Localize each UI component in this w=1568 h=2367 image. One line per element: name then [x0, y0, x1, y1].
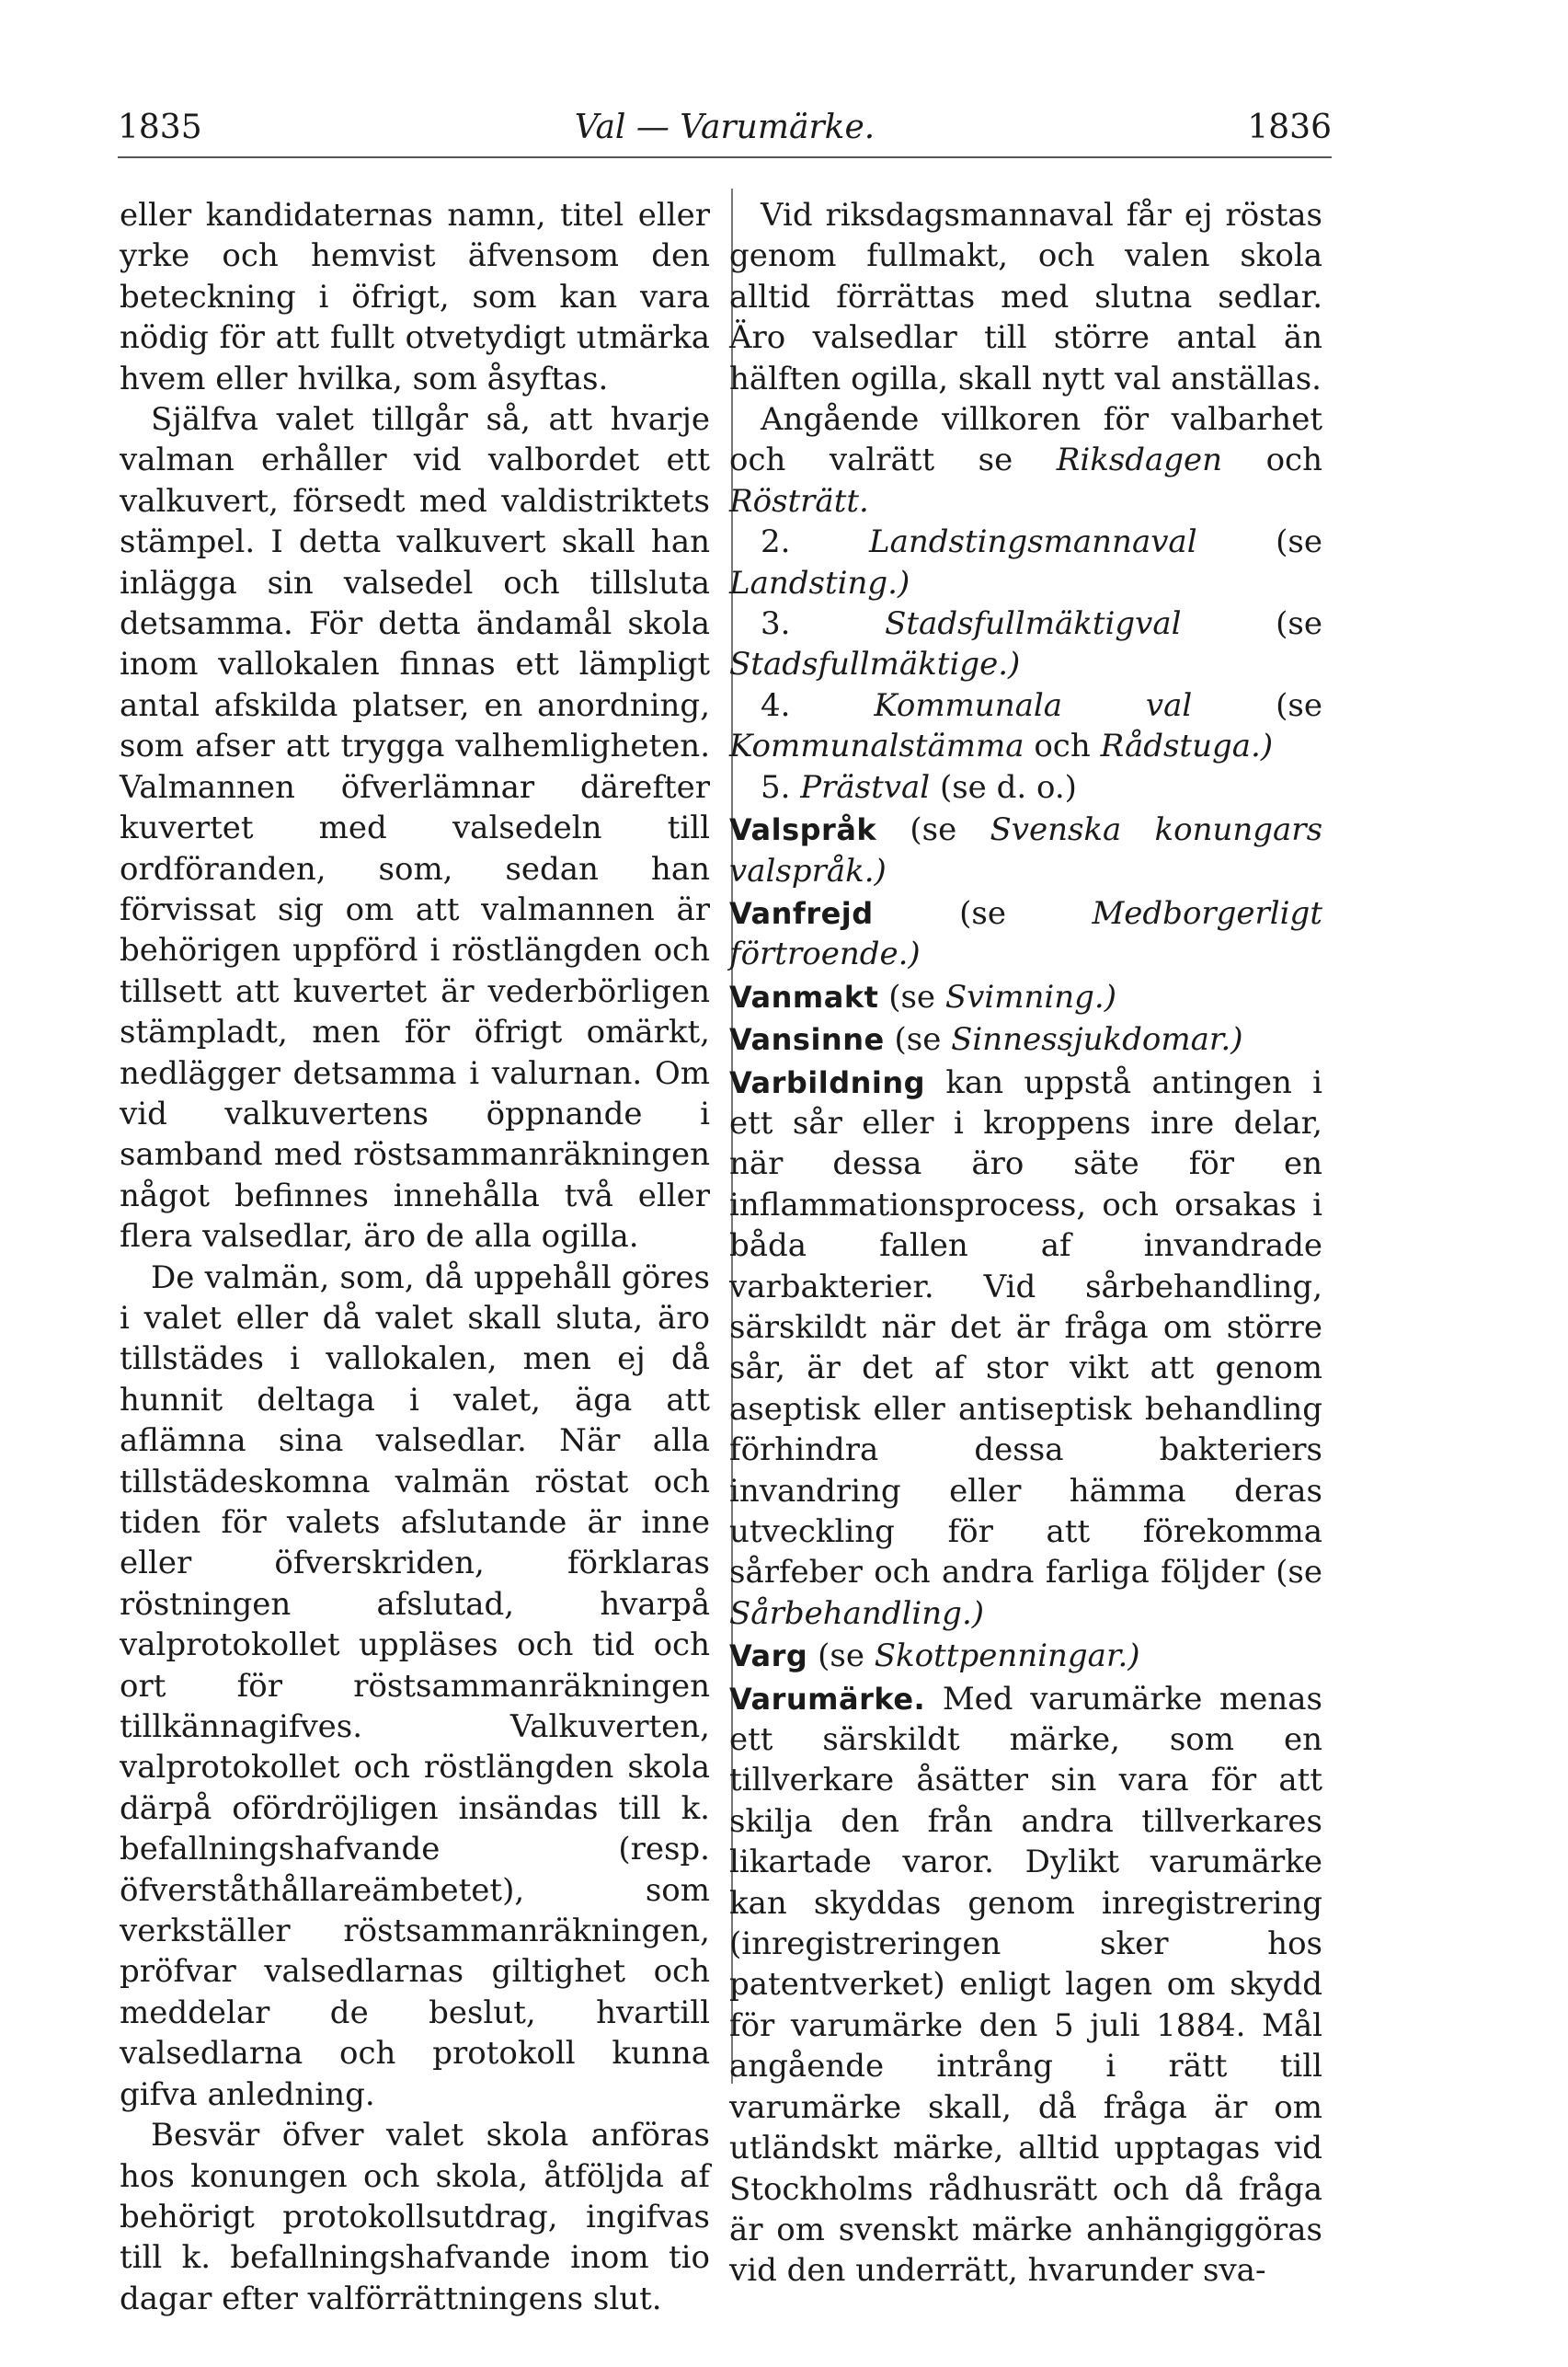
numbered-item: [729, 603, 1322, 685]
cross-reference: Stadsfullmäktige.): [729, 646, 1021, 684]
item-number: 5.: [761, 768, 791, 806]
item-number: 4.: [761, 686, 791, 724]
cross-reference: Svimning.): [944, 978, 1116, 1016]
paragraph-text: Angående villkoren för valbarhet och valrätt se: [729, 401, 1322, 479]
entry-headword: Vansinne: [729, 1022, 885, 1058]
paragraph: De valmän, som, då uppehåll göres i valet eller då valet skall sluta, äro tillstädes i vallokalen, men ej då hunnit deltaga i valet, äga att aflämna sina valsedlar. När alla tillstädeskomna valmän röstat och tiden för valets afslutande är inne eller öfverskriden, förklaras röstningen afslutad, hvarpå valprotokollet uppläses och tid och ort för röstsammanräkningen tillkännagifves. Valkuverten, valprotokollet och röstlängden skola därpå ofördröjligen insändas till k. befallningshafvande (resp. öfverståthållareämbetet), som verkställer röstsammanräkningen, pröfvar valsedlarnas giltighet och meddelar de beslut, hvartill valsedlarna och protokoll kunna gifva anledning.: [120, 1258, 710, 2113]
paragraph: Besvär öfver valet skola anföras hos konungen och skola, åtföljda af behörigt protokollsutdrag, ingifvas till k. befallningshafvande inom tio dagar efter valförrättningens slut.: [120, 2117, 710, 2317]
left-column: [120, 195, 710, 2319]
see-label: (se: [818, 1637, 864, 1675]
cross-reference: Riksdagen: [1056, 442, 1223, 479]
entry-text: kan uppstå antingen i ett sår eller i kroppens inre delar, när dessa äro säte för en inflammationsprocess, och orsakas i båda fallen af invandrade varbakterier. Vid sårbehandling, särskildt när det är fråga om större sår, är det af stor vikt att genom aseptisk eller antiseptisk behandling förhindra dessa bakteriers invandring eller hämma deras utveckling för att förekomma sårfeber och andra farliga följder (se: [729, 1063, 1323, 1591]
dictionary-entry: [729, 893, 1322, 975]
entry-headword: Vanfrejd: [729, 895, 874, 931]
dictionary-entry: [729, 810, 1322, 891]
paragraph: Vid riksdagsmannaval får ej röstas genom fullmakt, och valen skola alltid förrättas med slutna sedlar. Äro valsedlar till större antal än hälften ogilla, skall nytt val anställas.: [729, 197, 1322, 397]
see-label: (se: [1276, 686, 1323, 724]
item-number: 2.: [761, 523, 791, 561]
item-title: Landstingsmannaval: [869, 523, 1197, 561]
page-header: [118, 109, 1332, 164]
item-title: Prästval: [800, 768, 931, 806]
see-label: (se: [894, 1021, 942, 1059]
item-number: 3.: [761, 605, 791, 643]
dictionary-entry: [729, 1019, 1322, 1060]
paragraph: [729, 399, 1322, 522]
dictionary-entry: [729, 1636, 1322, 1676]
see-label: (se: [1276, 523, 1322, 561]
paragraph: eller kandidaternas namn, titel eller yrke och hemvist äfvensom den beteckning i öfrigt, som kan vara nödig för att fullt otvetydigt utmärka hvem eller hvilka, som åsyftas.: [120, 197, 710, 397]
cross-reference: Landsting.): [729, 564, 910, 602]
numbered-item: [729, 685, 1322, 767]
entry-headword: Valspråk: [729, 812, 877, 848]
see-label: (se d. o.): [939, 768, 1077, 806]
see-label: (se: [1276, 605, 1323, 643]
dictionary-entry: [729, 1679, 1322, 2292]
see-label: (se: [910, 811, 957, 849]
numbered-item: [729, 767, 1322, 808]
cross-reference: Sårbehandling.): [729, 1594, 985, 1632]
running-title: Val — Varumärke.: [574, 109, 876, 146]
conjunction: och: [1265, 442, 1322, 479]
cross-reference: Medborgerligt förtroende.): [729, 894, 1322, 973]
right-column: [729, 195, 1322, 2292]
paragraph: Själfva valet tillgår så, att hvarje valman erhåller vid valbordet ett valkuvert, försedt med valdistriktets stämpel. I detta valkuvert skall han inlägga sin valsedel och tillsluta detsamma. För detta ändamål skola inom vallokalen finnas ett lämpligt antal afskilda platser, en anordning, som afser att trygga valhemligheten. Valmannen öfverlämnar därefter kuvertet med valsedeln till ordföranden, som, sedan han förvissat sig om att valmannen är behörigen uppförd i röstlängden och tillsett att kuvertet är vederbörligen stämpladt, men för öfrigt omärkt, nedlägger detsamma i valurnan. Om vid valkuvertens öppnande i samband med röstsammanräkningen något befinnes innehålla två eller flera valsedlar, äro de alla ogilla.: [120, 401, 710, 1256]
cross-reference: Skottpenningar.): [874, 1637, 1140, 1675]
cross-reference: Rösträtt.: [729, 482, 869, 520]
dictionary-entry: [729, 1063, 1322, 1635]
see-label: (se: [959, 894, 1006, 932]
cross-reference: Svenska konungars valspråk.): [729, 811, 1323, 890]
cross-reference: Kommunalstämma: [729, 728, 1024, 765]
entry-headword: Vanmakt: [729, 979, 879, 1015]
dictionary-entry: [729, 977, 1322, 1017]
numbered-item: [729, 522, 1322, 603]
item-title: Kommunala val: [874, 686, 1193, 724]
cross-reference: Sinnessjukdomar.): [951, 1021, 1243, 1059]
entry-headword: Varg: [729, 1638, 808, 1674]
item-title: Stadsfullmäktigval: [885, 605, 1182, 643]
entry-text: Med varumärke menas ett särskildt märke, som en tillverkare åsätter sin vara för att skilja den från andra tillverkares likartade varor. Dylikt varumärke kan skyddas genom inregistrering (inregistreringen sker hos patentverket) enligt lagen om skydd för varumärke den 5 juli 1884. Mål angående intrång i rätt till varumärke skall, då fråga är om utländskt märke, alltid upptagas vid Stockholms rådhusrätt och då fråga är om svenskt märke anhängiggöras vid den underrätt, hvarunder sva-: [729, 1680, 1322, 2290]
header-rule: [118, 156, 1332, 158]
entry-headword: Varbildning: [729, 1064, 926, 1100]
conjunction: och: [1034, 728, 1091, 765]
entry-headword: Varumärke.: [729, 1681, 926, 1717]
see-label: (se: [888, 978, 936, 1016]
page-number-right: 1836: [1247, 109, 1332, 146]
page-number-left: 1835: [118, 109, 202, 146]
cross-reference: Rådstuga.): [1100, 728, 1274, 765]
